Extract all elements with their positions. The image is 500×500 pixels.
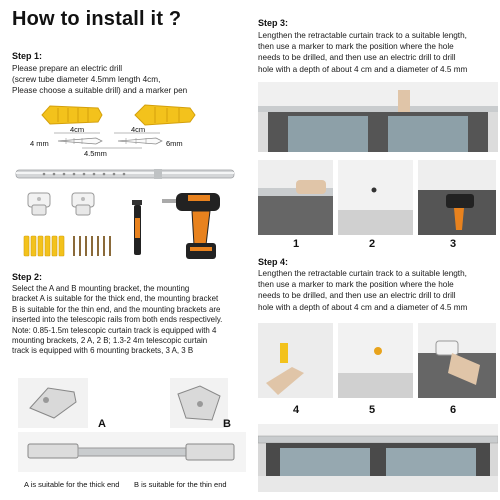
anchors-and-screws-image [22, 232, 118, 258]
step3-photo-1 [258, 160, 333, 235]
bracket-rail-photo [18, 432, 246, 472]
screw-diagrams [52, 131, 167, 151]
step3-number-2: 2 [368, 238, 376, 250]
wall-anchors-image [40, 100, 210, 130]
step4-photo-3 [418, 323, 496, 398]
mounting-brackets-image [24, 190, 109, 218]
dim-left-side: 4 mm [30, 139, 49, 148]
step4-number-6: 6 [449, 404, 457, 416]
step3-line: needs to be drilled, and then use an electric drill to drill [258, 53, 456, 63]
dim-bottom: 4.5mm [84, 149, 107, 158]
step4-photo-1 [258, 323, 333, 398]
step1-text [12, 63, 252, 97]
step1-line: Please choose a suitable drill) and a marker pen [12, 86, 188, 96]
step2-line: track is equipped with 6 mounting brackets, 3 A, 3 B [12, 346, 194, 356]
step1-heading: Step 1: [12, 51, 43, 61]
step4-line: needs to be drilled, and then use an electric drill to drill [258, 291, 456, 301]
bracket-a-photo-1 [18, 378, 88, 428]
step3-window-photo [258, 82, 498, 152]
step4-photo-2 [338, 323, 413, 398]
step3-line: hole with a depth of about 4 cm and a diameter of 4.5 mm [258, 64, 468, 74]
step4-heading: Step 4: [258, 257, 289, 267]
dim-right-side: 6mm [166, 139, 183, 148]
step4-line: Lengthen the retractable curtain track to a suitable length, [258, 269, 467, 278]
step2-line: mounting brackets, 2 A, 2 B; 1.3-2 4m telescopic curtain [12, 336, 208, 346]
marker-pen-image [124, 196, 156, 260]
step3-photo-2 [338, 160, 413, 235]
step4-line: hole with a depth of about 4 cm and a diameter of 4.5 mm [258, 302, 468, 312]
step4-number-5: 5 [368, 404, 376, 416]
final-window-photo [258, 424, 498, 492]
step2-line: Select the A and B mounting bracket, the mounting [12, 284, 190, 293]
label-a: A [98, 418, 106, 430]
step3-text [258, 30, 498, 75]
step3-photo-3 [418, 160, 496, 235]
step2-line: inserted into the telescopic rails from both ends respectively. [12, 315, 223, 325]
curtain-rail-image [14, 165, 239, 183]
step4-line: then use a marker to mark the position where the hole [258, 280, 454, 290]
page-title: How to install it ? [12, 8, 182, 30]
step2-line: Note: 0.85-1.5m telescopic curtain track is equipped with 4 [12, 325, 217, 335]
electric-drill-image [160, 185, 232, 267]
dim-left-top: 4cm [70, 125, 85, 134]
step2-text [12, 284, 257, 357]
step3-number-3: 3 [449, 238, 457, 250]
bracket-b-photo-1 [170, 378, 228, 428]
step3-line: Lengthen the retractable curtain track to a suitable length, [258, 31, 467, 40]
step3-line: then use a marker to mark the position where the hole [258, 42, 454, 52]
step4-text [258, 268, 498, 313]
step1-line: (screw tube diameter 4.5mm length 4cm, [12, 75, 161, 85]
yellow-anchor-right-icon [135, 105, 195, 125]
bracket-b-icon [72, 193, 94, 215]
step4-number-4: 4 [292, 404, 300, 416]
step2-line: B is suitable for the thin end, and the mounting brackets are [12, 304, 221, 314]
step3-heading: Step 3: [258, 18, 289, 28]
caption-a: A is suitable for the thick end [24, 480, 120, 489]
bracket-a-icon [28, 193, 50, 215]
dim-right-top: 4cm [131, 125, 146, 134]
step3-number-1: 1 [292, 238, 300, 250]
yellow-anchor-left-icon [42, 106, 102, 124]
label-b: B [223, 418, 231, 430]
step2-heading: Step 2: [12, 272, 43, 282]
step1-line: Please prepare an electric drill [12, 64, 123, 73]
caption-b: B is suitable for the thin end [134, 480, 227, 489]
step2-line: bracket A is suitable for the thick end, the mounting bracket [12, 294, 219, 304]
